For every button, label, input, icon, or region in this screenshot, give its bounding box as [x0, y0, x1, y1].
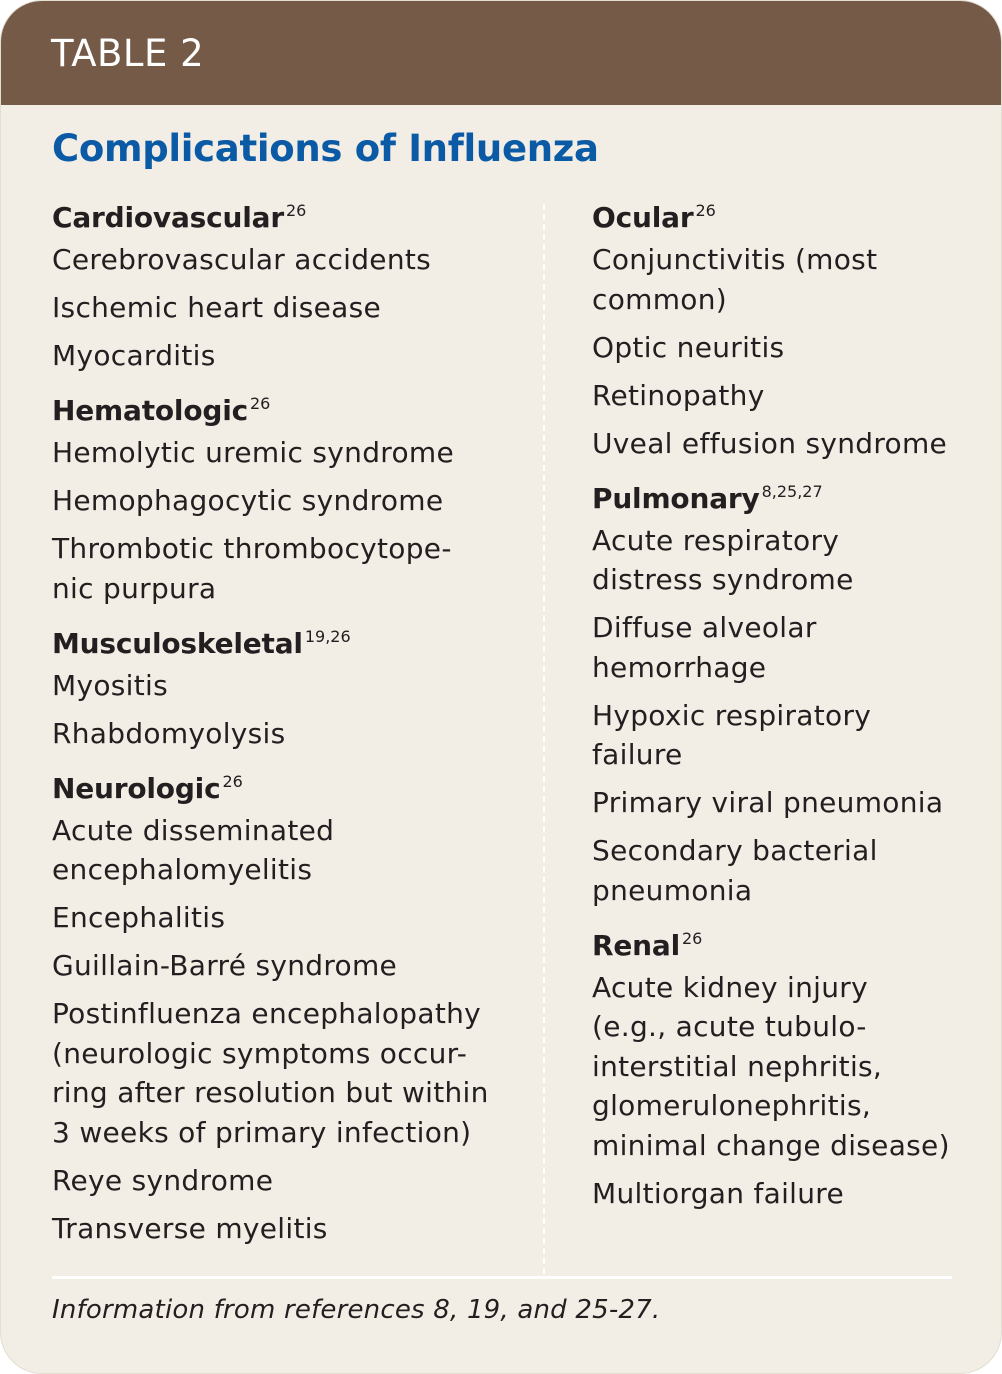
complication-item: Reye syndrome [52, 1163, 274, 1197]
complication-item: Hemolytic uremic syndrome [52, 436, 455, 469]
complication-item: Multiorgan failure [592, 1176, 845, 1210]
reference-superscript: 8,25,27 [761, 481, 823, 501]
complication-item: Hemophagocytic syndrome [52, 484, 444, 517]
complication-item: Guillain-Barré syndrome [52, 949, 398, 982]
complication-item: Acute respiratory distress syndrome [592, 523, 854, 596]
category-name: Hematologic [52, 394, 248, 427]
category-name: Renal [592, 928, 680, 962]
reference-superscript: 26 [695, 201, 716, 220]
left-column [52, 191, 522, 1257]
right-column [592, 191, 987, 1222]
table-label: TABLE 2 [51, 31, 205, 75]
complication-item: Uveal effusion syndrome [592, 426, 948, 460]
reference-superscript: 19,26 [304, 626, 351, 646]
category-heading [52, 384, 522, 431]
complication-item: Acute disseminated encephalomyelitis [52, 813, 335, 886]
footnote-rule [52, 1276, 952, 1279]
category-name: Ocular [592, 201, 694, 234]
complication-item: Diffuse alveolar hemorrhage [592, 611, 817, 684]
category-heading [592, 919, 987, 966]
complication-item: Retinopathy [592, 378, 765, 412]
category-heading [52, 191, 522, 238]
complication-item: Transverse myelitis [52, 1211, 328, 1245]
category-heading [52, 762, 522, 809]
category-name: Cardiovascular [52, 201, 284, 234]
table-title: Complications of Influenza [52, 127, 599, 170]
complication-item: Cerebrovascular accidents [52, 243, 432, 276]
complication-item: Postinfluenza encephalopathy (neurologic symptoms occur- ring after resolution but within 3 weeks of primary infection) [52, 997, 489, 1149]
reference-superscript: 26 [250, 394, 271, 413]
category-name: Musculoskeletal [52, 626, 303, 660]
complication-item: Ischemic heart disease [52, 291, 382, 324]
category-name: Pulmonary [592, 481, 760, 515]
complication-item: Acute kidney injury (e.g., acute tubulo- interstitial nephritis, glomerulonephritis, minimal change disease) [592, 970, 950, 1162]
reference-superscript: 26 [285, 201, 307, 220]
reference-superscript: 26 [222, 771, 243, 791]
complication-item: Myocarditis [52, 339, 216, 372]
complication-item: Rhabdomyolysis [52, 716, 286, 750]
complication-item: Secondary bacterial pneumonia [592, 834, 878, 907]
complication-item: Myositis [52, 668, 168, 702]
category-heading [592, 191, 987, 238]
complication-item: Thrombotic thrombocytope- nic purpura [52, 532, 452, 605]
category-name: Neurologic [52, 771, 221, 805]
complication-item: Encephalitis [52, 901, 226, 934]
table-header [1, 1, 1001, 105]
column-divider [543, 204, 545, 1274]
footnote: Information from references 8, 19, and 25-27. [52, 1295, 661, 1325]
complication-item: Hypoxic respiratory failure [592, 698, 872, 771]
complication-item: Optic neuritis [592, 330, 785, 364]
complication-item: Primary viral pneumonia [592, 786, 944, 819]
category-heading [52, 617, 522, 664]
reference-superscript: 26 [681, 928, 703, 948]
complication-item: Conjunctivitis (most common) [592, 243, 878, 316]
category-heading [592, 472, 987, 519]
